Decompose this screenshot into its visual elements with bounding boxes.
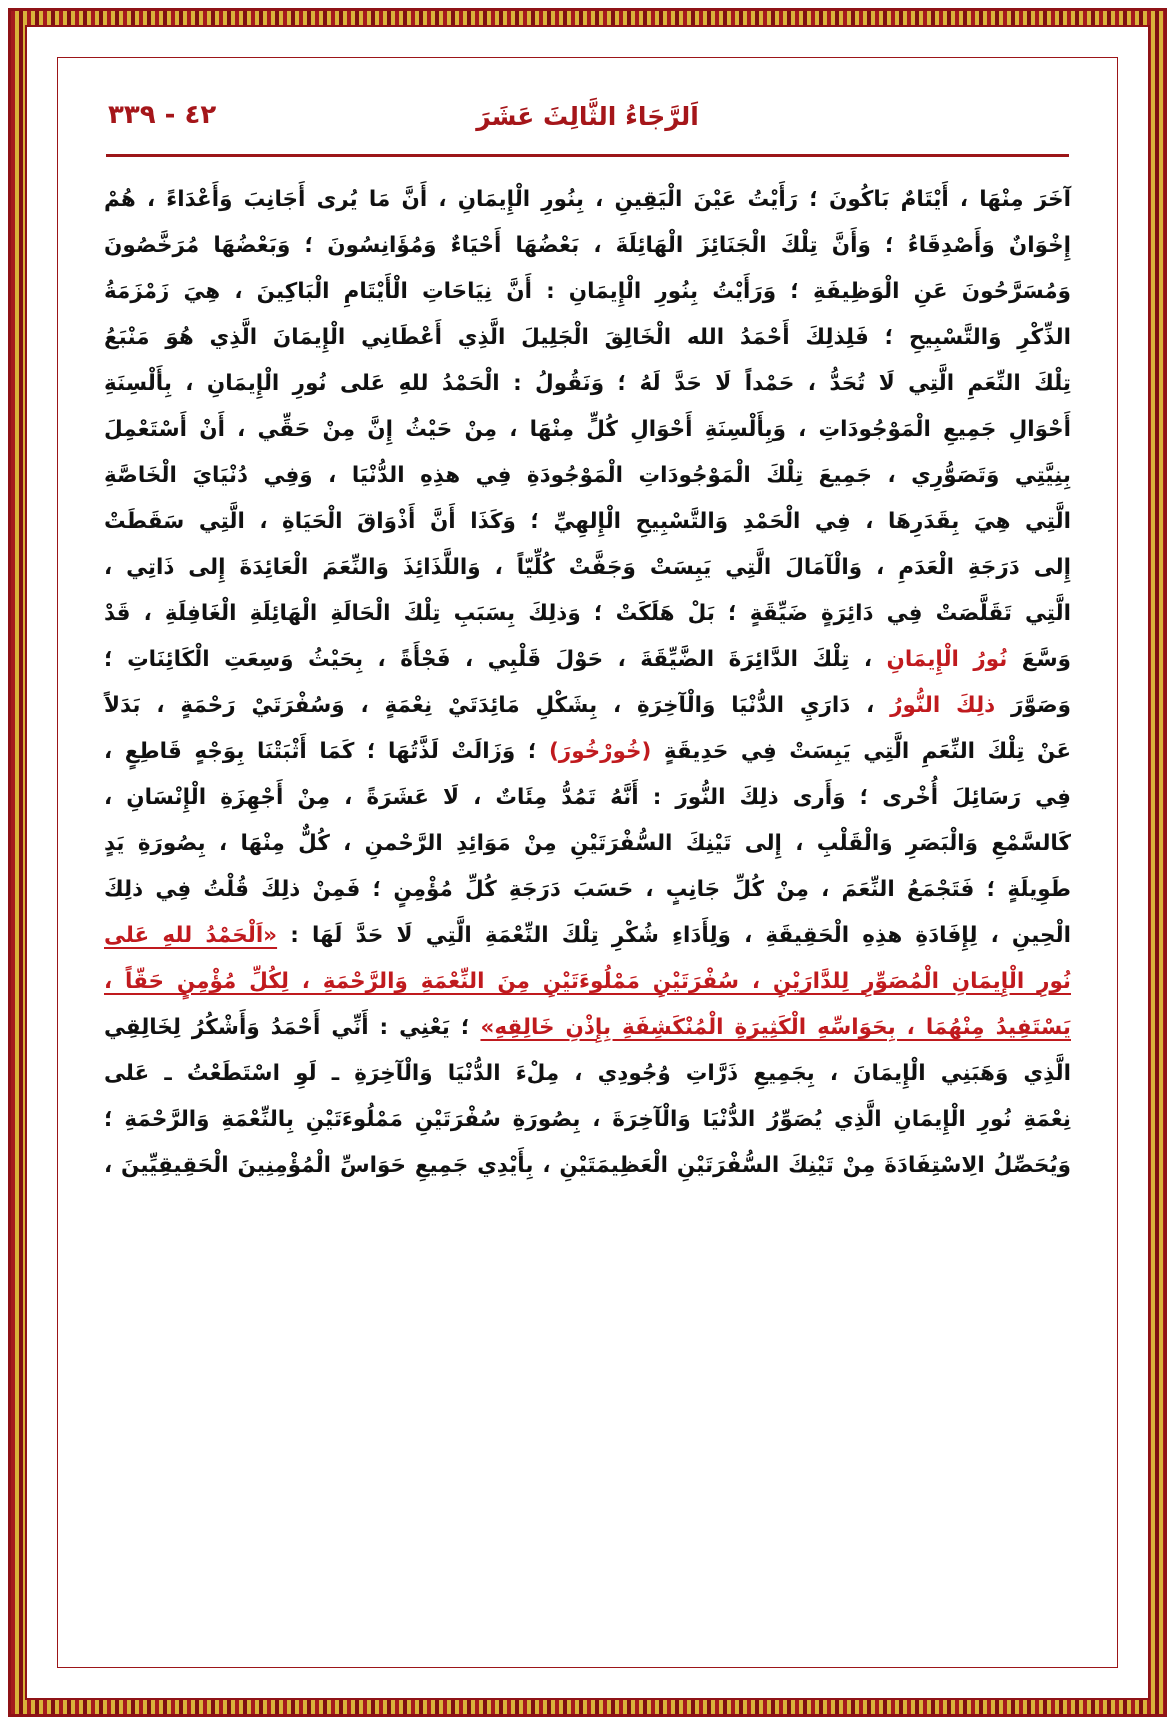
text-segment: ، دَارَيِ الدُّنْيَا وَالْآخِرَةِ ، بِشَكْلِ مَائِدَتَيْ نِعْمَةٍ ، وَسُفْرَتَيْ رَحْمَةٍ ، بَدَلاً (104, 693, 891, 718)
text-line: طَوِيلَةٍ ؛ فَتَجْمَعُ النِّعَمَ ، مِنْ كُلِّ جَانِبٍ ، حَسَبَ دَرَجَةِ كُلِّ مُؤْمِنٍ ؛ فَمِنْ ذلِكَ قُلْتُ فِي ذلِكَ (104, 877, 1071, 902)
page-number: ٤٢ - ٣٣٩ (108, 100, 217, 130)
text-line: تِلْكَ النِّعَمِ الَّتِي لَا تُحَدُّ ، حَمْداً لَا حَدَّ لَهُ ؛ وَنَقُولُ : الْحَمْدُ للهِ عَلى نُورِ الْإِيمَانِ ، بِأَلْسِنَةِ (104, 371, 1071, 396)
text-line: وَيُحَصِّلُ الِاسْتِفَادَةَ مِنْ تَيْنِكَ السُّفْرَتَيْنِ الْعَظِيمَتَيْنِ ، بِأَيْدِي جَمِيعِ حَوَاسِّ الْمُؤْمِنِينَ الْحَقِيقِيِّينَ ، (104, 1153, 1071, 1178)
text-line: إِلى دَرَجَةِ الْعَدَمِ ، وَالْآمَالَ الَّتِي يَبِسَتْ وَجَفَّتْ كُلِّيّاً ، وَاللَّذَائِذَ وَالنِّعَمَ الْعَائِدَةَ إِلى ذَاتِي ، (104, 555, 1071, 580)
text-line: آخَرَ مِنْهَا ، أَيْتَامٌ بَاكُونَ ؛ رَأَيْتُ عَيْنَ الْيَقِينِ ، بِنُورِ الْإِيمَانِ ، أَنَّ مَا يُرى أَجَانِبَ وَأَعْدَاءً ، هُمْ (104, 187, 1071, 212)
text-line: فِي رَسَائِلَ أُخْرى ؛ وَأَرى ذلِكَ النُّورَ : أَنَّهُ تَمُدُّ مِئَاتٌ ، لَا عَشَرَةً ، مِنْ أَجْهِزَةِ الْإِنْسَانِ ، (104, 785, 1071, 810)
ornamental-border-inner (57, 57, 1118, 1668)
text-segment: الْحِينِ ، لِإِفَادَةِ هذِهِ الْحَقِيقَةِ ، وَلِأَدَاءِ شُكْرِ تِلْكَ النِّعْمَةِ الَّتِي لَا حَدَّ لَهَا : (277, 923, 1071, 948)
text-line: الَّتِي هِيَ بِقَدَرِهَا ، فِي الْحَمْدِ وَالتَّسْبِيحِ الْإِلهِيِّ ؛ وَكَذَا أَنَّ أَذْوَاقَ الْحَيَاةِ ، الَّتِي سَقَطَتْ (104, 509, 1071, 534)
quote-segment: يَسْتَفِيدُ مِنْهُمَا ، بِحَوَاسِّهِ الْكَثِيرَةِ الْمُنْكَشِفَةِ بِإِذْنِ خَالِقِهِ» (480, 1015, 1071, 1040)
ornamental-border-outer (8, 8, 1167, 1717)
text-line-highlight (104, 683, 1071, 729)
quote-lead-line (104, 913, 1071, 959)
text-segment: وَصَوَّرَ (995, 693, 1072, 718)
quote-segment: «اَلْحَمْدُ للهِ عَلى (104, 923, 278, 948)
text-segment: ؛ يَعْنِي : أَنِّي أَحْمَدُ وَأَشْكُرُ لِخَالِقِي (104, 1015, 481, 1040)
ornamental-border-middle (25, 25, 1150, 1700)
text-line: الذِّكْرِ وَالتَّسْبِيحِ ؛ فَلِذلِكَ أَحْمَدُ الله الْخَالِقَ الْجَلِيلَ الَّذِي أَعْطَانِي الْإِيمَانَ الَّذِي هُوَ مَنْبَعُ (104, 325, 1071, 350)
text-line: الَّتِي تَقَلَّصَتْ فِي دَائِرَةٍ ضَيِّقَةٍ ؛ بَلْ هَلَكَتْ ؛ وَذلِكَ بِسَبَبِ تِلْكَ الْحَالَةِ الْهَائِلَةِ الْغَافِلَةِ ، قَدْ (104, 601, 1071, 626)
text-line-highlight (104, 729, 1071, 775)
text-segment: عَنْ تِلْكَ النِّعَمِ الَّتِي يَبِسَتْ فِي حَدِيقَةٍ (651, 739, 1072, 764)
text-segment: ، تِلْكَ الدَّائِرَةَ الضَّيِّقَةَ ، حَوْلَ قَلْبِي ، فَجْأَةً ، بِحَيْثُ وَسِعَتِ الْكَائِنَاتِ ؛ (104, 647, 887, 672)
text-segment: ؛ وَزَالَتْ لَذَّتُهَا ؛ كَمَا أَثْبَتْنَا بِوَجْهٍ قَاطِعٍ ، (104, 739, 549, 764)
text-line-highlight (104, 637, 1071, 683)
page-header (98, 96, 1077, 152)
text-line: إِخْوَانٌ وَأَصْدِقَاءُ ؛ وَأَنَّ تِلْكَ الْجَنَائِزَ الْهَائِلَةَ ، بَعْضُهَا أَحْيَاءٌ وَمُؤَانِسُونَ ؛ وَبَعْضُهَا مُرَخَّصُونَ (104, 233, 1071, 258)
quote-line: نُورِ الْإِيمَانِ الْمُصَوِّرِ لِلدَّارَيْنِ ، سُفْرَتَيْنِ مَمْلُوءَتَيْنِ مِنَ النِّعْمَةِ وَالرَّحْمَةِ ، لِكُلِّ مُؤْمِنٍ حَقّاً ، (104, 969, 1071, 994)
quote-tail-line (104, 1005, 1071, 1051)
text-line: أَحْوَالِ جَمِيعِ الْمَوْجُودَاتِ ، وَبِأَلْسِنَةِ أَحْوَالِ كُلٍّ مِنْهَا ، مِنْ حَيْثُ إِنَّ مِنْ حَقِّي ، أَنْ أَسْتَعْمِلَ (104, 417, 1071, 442)
text-segment-red: (خُورْخُورَ) (548, 739, 652, 764)
header-divider (106, 154, 1069, 157)
page-title: اَلرَّجَاءُ الثَّالِثَ عَشَرَ (476, 102, 699, 131)
text-line: الَّذِي وَهَبَنِي الْإِيمَانَ ، بِجَمِيعِ ذَرَّاتِ وُجُودِي ، مِلْءَ الدُّنْيَا وَالْآخِرَةِ ـ لَوِ اسْتَطَعْتُ ـ عَلى (104, 1061, 1071, 1086)
text-segment-red: ذلِكَ النُّورُ (890, 693, 996, 718)
text-segment: وَسَّعَ (1007, 647, 1071, 672)
page-content (98, 96, 1077, 1627)
text-segment-red: نُورُ الْإِيمَانِ (886, 647, 1008, 672)
text-line: بِنِيَّتِي وَتَصَوُّرِي ، جَمِيعَ تِلْكَ الْمَوْجُودَاتِ الْمَوْجُودَةِ فِي هذِهِ الدُّنْيَا ، وَفِي دُنْيَايَ الْخَاصَّةِ (104, 463, 1071, 488)
text-line: نِعْمَةِ نُورِ الْإِيمَانِ الَّذِي يُصَوِّرُ الدُّنْيَا وَالْآخِرَةَ ، بِصُورَةِ سُفْرَتَيْنِ مَمْلُوءَتَيْنِ بِالنِّعْمَةِ وَالرَّحْمَةِ ؛ (104, 1107, 1071, 1132)
body-text (98, 177, 1077, 1189)
text-line: وَمُسَرَّحُونَ عَنِ الْوَظِيفَةِ ؛ وَرَأَيْتُ بِنُورِ الْإِيمَانِ : أَنَّ نِيَاحَاتِ الْأَيْتَامِ الْبَاكِينَ ، هِيَ زَمْزَمَةُ (104, 279, 1071, 304)
text-line: كَالسَّمْعِ وَالْبَصَرِ وَالْقَلْبِ ، إِلى تَيْنِكَ السُّفْرَتَيْنِ مِنْ مَوَائِدِ الرَّحْمنِ ، كُلٌّ مِنْهَا ، بِصُورَةِ يَدٍ (104, 831, 1071, 856)
